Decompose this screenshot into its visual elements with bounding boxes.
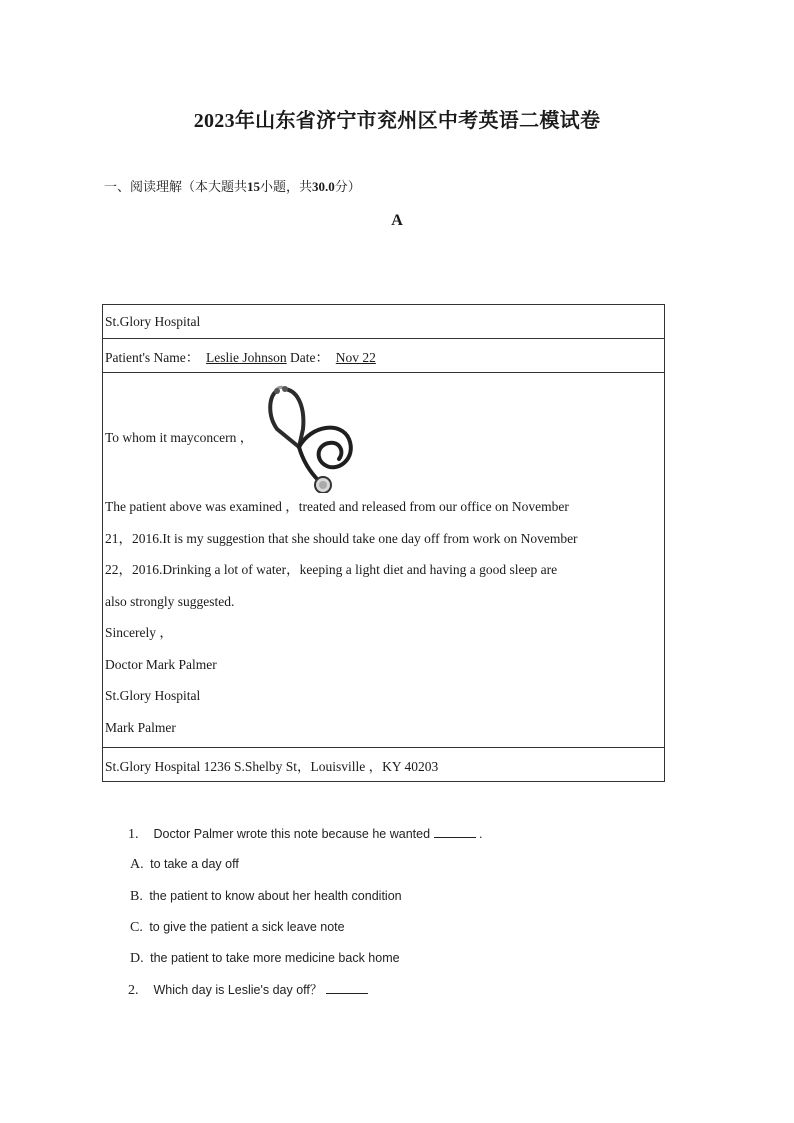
note-paragraph	[105, 491, 662, 617]
question-1: 1. Doctor Palmer wrote this note because he wanted .	[128, 827, 483, 842]
question-text: Doctor Palmer wrote this note because he wanted	[153, 827, 431, 841]
question-list	[128, 822, 482, 1010]
answer-blank[interactable]	[326, 981, 368, 994]
date-label: Date：	[290, 349, 330, 365]
hospital-header: St.Glory Hospital	[103, 305, 665, 339]
page-title: 2023年山东省济宁市兖州区中考英语二模试卷	[193, 110, 601, 132]
stethoscope-icon	[259, 385, 363, 497]
body-line: 22，2016.Drinking a lot of water，keeping a light diet and having a good sleep are	[105, 562, 558, 577]
body-line: 21，2016.It is my suggestion that she should take one day off from work on November	[105, 530, 578, 546]
greeting: To whom it mayconcern ，	[105, 430, 254, 445]
signature: Mark Palmer	[105, 719, 176, 735]
option-b[interactable]: B. the patient to know about her health condition	[130, 888, 402, 904]
patient-name: Leslie Johnson	[206, 349, 287, 365]
note-body	[103, 373, 665, 748]
question-2: 2. Which day is Leslie's day off？	[128, 978, 482, 1009]
part-label: A	[391, 212, 403, 229]
signature-hospital: St.Glory Hospital	[105, 688, 201, 703]
signature-name: Doctor Mark Palmer	[105, 656, 217, 672]
question-text: Which day is Leslie's day off？	[153, 983, 323, 998]
patient-row	[103, 339, 665, 373]
option-a[interactable]: A. to take a day off	[130, 857, 239, 873]
hospital-note-table	[102, 304, 665, 782]
answer-blank[interactable]	[434, 825, 476, 838]
footer-address: St.Glory Hospital 1236 S.Shelby St，Louisville ，KY 40203	[103, 748, 665, 782]
date-value: Nov 22	[335, 349, 376, 365]
patient-label: Patient's Name：	[105, 349, 200, 365]
option-c[interactable]: C. to give the patient a sick leave note	[130, 919, 345, 935]
closing: Sincerely ，	[105, 625, 173, 640]
body-line: also strongly suggested.	[105, 593, 235, 609]
option-d[interactable]: D. the patient to take more medicine back home	[130, 951, 400, 967]
section-heading: 一、阅读理解（本大题共15小题，共30.0分）	[104, 179, 361, 194]
body-line: The patient above was examined ，treated and released from our office on November	[105, 499, 569, 514]
